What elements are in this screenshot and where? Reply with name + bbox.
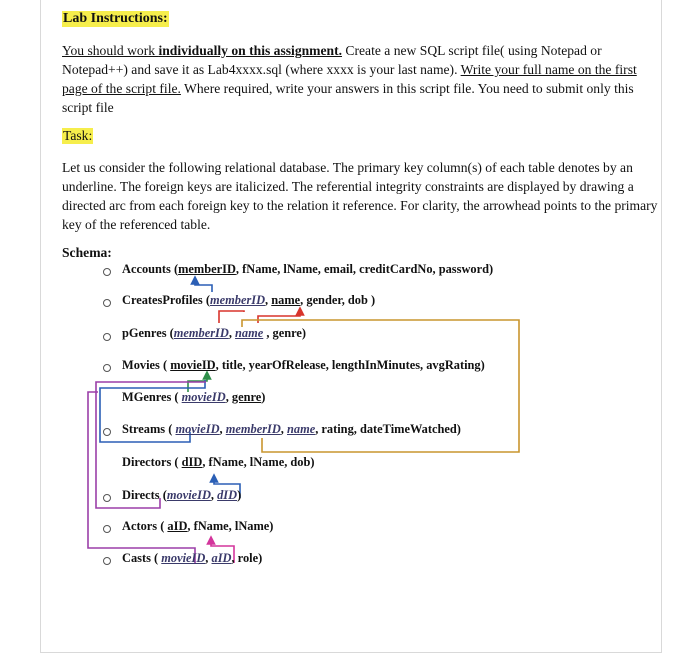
schema-directors: Directors ( dID, fName, lName, dob)	[122, 455, 315, 469]
schema-movies: Movies ( movieID, title, yearOfRelease, lengthInMinutes, avgRating)	[122, 358, 485, 372]
lab-instructions-heading: Lab Instructions:	[63, 11, 168, 26]
intro-part-5: Where required, write your answers in this script file. You need to submit only this script file	[62, 81, 634, 115]
arc-createsprofiles-accounts	[195, 280, 212, 292]
schema-streams: Streams ( movieID, memberID, name, rating, dateTimeWatched)	[122, 422, 461, 436]
intro-part-2: individually on this assignment.	[158, 43, 343, 58]
task-paragraph: Let us consider the following relational database. The primary key column(s) of each table denotes by an underline. The foreign keys are italicized. The referential integrity constraints are displayed by drawing a directed arc from each foreign key to the relation it reference. For clarity, the arrowhead points to the primary key of the referenced table.	[62, 160, 658, 232]
schema-accounts: Accounts (memberID, fName, lName, email, creditCardNo, password)	[122, 262, 494, 276]
intro-part-4: Write your full name on the first page of the script file.	[62, 62, 637, 96]
schema-directs: Directs (movieID, dID)	[122, 488, 242, 502]
arc-casts-movies	[88, 392, 195, 563]
arc-pgenres-name	[258, 311, 300, 323]
schema-pgenres: pGenres (memberID, name , genre)	[122, 326, 307, 340]
schema-createsprofiles: CreatesProfiles (memberID, name, gender, dob )	[122, 293, 376, 307]
bullet-movies	[103, 364, 111, 372]
schema-mgenres: MGenres ( movieID, genre)	[122, 390, 266, 404]
bullet-casts	[103, 557, 111, 565]
schema-heading: Schema:	[62, 245, 112, 260]
bullet-accounts	[103, 268, 111, 276]
schema-actors: Actors ( aID, fName, lName)	[122, 519, 274, 533]
bullet-pgenres	[103, 333, 111, 341]
bullet-actors	[103, 525, 111, 533]
intro-part-3: Create a new SQL script file( using Notepad or Notepad++) and save it as Lab4xxxx.sql (where xxxx is your last name).	[62, 43, 602, 77]
bullet-streams	[103, 428, 111, 436]
bullet-createsprofiles	[103, 299, 111, 307]
bullet-directs	[103, 494, 111, 502]
task-heading: Task:	[63, 128, 93, 143]
arc-pgenres-memberid	[219, 311, 244, 323]
schema-casts: Casts ( movieID, aID, role)	[122, 551, 263, 565]
intro-part-1: You should work	[62, 43, 159, 58]
